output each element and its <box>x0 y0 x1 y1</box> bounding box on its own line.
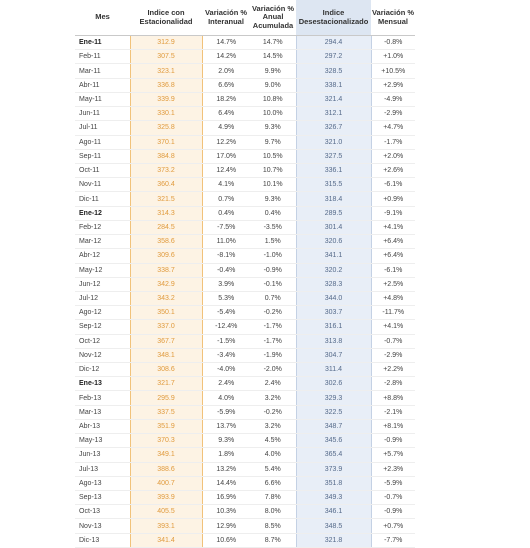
table-row <box>75 348 415 362</box>
table-row <box>75 334 415 348</box>
cell-mes: Nov-12 <box>75 348 130 362</box>
header-row <box>75 0 415 36</box>
cell-desestacionalizado: 297.2 <box>296 50 371 64</box>
cell-desestacionalizado: 351.8 <box>296 476 371 490</box>
table-row <box>75 462 415 476</box>
cell-mensual: +4.1% <box>371 320 415 334</box>
cell-mensual: -0.7% <box>371 491 415 505</box>
cell-mensual: -0.8% <box>371 36 415 50</box>
table-row <box>75 405 415 419</box>
cell-desestacionalizado: 294.4 <box>296 36 371 50</box>
cell-acumulada: -2.0% <box>250 363 296 377</box>
table-row <box>75 78 415 92</box>
cell-desestacionalizado: 289.5 <box>296 206 371 220</box>
cell-interanual: 18.2% <box>202 92 250 106</box>
cell-desestacionalizado: 320.6 <box>296 235 371 249</box>
cell-mes: Jun-11 <box>75 107 130 121</box>
cell-mensual: -2.1% <box>371 405 415 419</box>
table-body <box>75 36 415 548</box>
cell-estacionalidad: 343.2 <box>130 291 202 305</box>
cell-mes: Jun-12 <box>75 277 130 291</box>
cell-interanual: -0.4% <box>202 263 250 277</box>
table-row <box>75 121 415 135</box>
cell-interanual: 9.3% <box>202 434 250 448</box>
table-row <box>75 491 415 505</box>
table-row <box>75 277 415 291</box>
table-row <box>75 519 415 533</box>
cell-mes: Feb-13 <box>75 391 130 405</box>
cell-estacionalidad: 337.0 <box>130 320 202 334</box>
cell-mensual: +2.5% <box>371 277 415 291</box>
cell-interanual: 2.4% <box>202 377 250 391</box>
cell-desestacionalizado: 349.3 <box>296 491 371 505</box>
cell-mensual: -2.9% <box>371 348 415 362</box>
cell-estacionalidad: 350.1 <box>130 306 202 320</box>
cell-mensual: -0.9% <box>371 505 415 519</box>
cell-mes: Abr-11 <box>75 78 130 92</box>
table-row <box>75 206 415 220</box>
cell-acumulada: 10.8% <box>250 92 296 106</box>
cell-mensual: -5.9% <box>371 476 415 490</box>
cell-acumulada: 9.3% <box>250 121 296 135</box>
table-row <box>75 263 415 277</box>
cell-desestacionalizado: 373.9 <box>296 462 371 476</box>
cell-acumulada: 2.4% <box>250 377 296 391</box>
cell-estacionalidad: 367.7 <box>130 334 202 348</box>
table-row <box>75 92 415 106</box>
table-row <box>75 64 415 78</box>
cell-mes: Oct-11 <box>75 163 130 177</box>
table-row <box>75 419 415 433</box>
cell-mes: Ene-12 <box>75 206 130 220</box>
cell-desestacionalizado: 321.4 <box>296 92 371 106</box>
cell-mes: Abr-12 <box>75 249 130 263</box>
cell-mensual: +2.9% <box>371 78 415 92</box>
cell-estacionalidad: 308.6 <box>130 363 202 377</box>
header-desestacionalizado: Indice Desestacionalizado <box>296 0 371 36</box>
cell-mes: Oct-12 <box>75 334 130 348</box>
table-row <box>75 391 415 405</box>
cell-mensual: +4.7% <box>371 121 415 135</box>
cell-interanual: 17.0% <box>202 149 250 163</box>
cell-mes: Sep-12 <box>75 320 130 334</box>
cell-mes: Mar-13 <box>75 405 130 419</box>
cell-desestacionalizado: 341.1 <box>296 249 371 263</box>
cell-estacionalidad: 373.2 <box>130 163 202 177</box>
cell-mensual: -4.9% <box>371 92 415 106</box>
cell-mes: May-11 <box>75 92 130 106</box>
cell-interanual: 10.6% <box>202 533 250 547</box>
cell-mes: Ene-11 <box>75 36 130 50</box>
cell-mes: May-13 <box>75 434 130 448</box>
cell-acumulada: 9.7% <box>250 135 296 149</box>
table-row <box>75 320 415 334</box>
cell-acumulada: -1.0% <box>250 249 296 263</box>
cell-acumulada: 8.7% <box>250 533 296 547</box>
cell-mes: Oct-13 <box>75 505 130 519</box>
table-row <box>75 377 415 391</box>
table-row <box>75 192 415 206</box>
cell-interanual: 12.2% <box>202 135 250 149</box>
cell-estacionalidad: 384.8 <box>130 149 202 163</box>
header-estacionalidad: Indice con Estacionalidad <box>130 0 202 36</box>
table-row <box>75 249 415 263</box>
cell-mensual: +1.0% <box>371 50 415 64</box>
cell-mes: Jul-12 <box>75 291 130 305</box>
cell-mes: Ago-11 <box>75 135 130 149</box>
cell-acumulada: 4.5% <box>250 434 296 448</box>
cell-desestacionalizado: 318.4 <box>296 192 371 206</box>
cell-interanual: -5.9% <box>202 405 250 419</box>
cell-mensual: +10.5% <box>371 64 415 78</box>
cell-mes: Jul-13 <box>75 462 130 476</box>
cell-interanual: -5.4% <box>202 306 250 320</box>
cell-interanual: 16.9% <box>202 491 250 505</box>
cell-acumulada: -0.2% <box>250 405 296 419</box>
cell-interanual: 6.6% <box>202 78 250 92</box>
cell-desestacionalizado: 322.5 <box>296 405 371 419</box>
cell-interanual: 5.3% <box>202 291 250 305</box>
cell-estacionalidad: 339.9 <box>130 92 202 106</box>
cell-acumulada: 3.2% <box>250 419 296 433</box>
cell-interanual: -1.5% <box>202 334 250 348</box>
cell-interanual: 4.1% <box>202 178 250 192</box>
cell-desestacionalizado: 320.2 <box>296 263 371 277</box>
table-row <box>75 476 415 490</box>
cell-desestacionalizado: 311.4 <box>296 363 371 377</box>
cell-estacionalidad: 360.4 <box>130 178 202 192</box>
cell-mensual: -1.7% <box>371 135 415 149</box>
cell-mensual: +6.4% <box>371 249 415 263</box>
table-row <box>75 448 415 462</box>
cell-mes: Jul-11 <box>75 121 130 135</box>
table-row <box>75 434 415 448</box>
cell-desestacionalizado: 301.4 <box>296 220 371 234</box>
header-mes: Mes <box>75 0 130 36</box>
cell-interanual: 4.0% <box>202 391 250 405</box>
cell-mes: Dic-13 <box>75 533 130 547</box>
cell-estacionalidad: 405.5 <box>130 505 202 519</box>
index-table <box>75 0 415 548</box>
cell-acumulada: 8.0% <box>250 505 296 519</box>
cell-interanual: 0.4% <box>202 206 250 220</box>
cell-mensual: -2.8% <box>371 377 415 391</box>
cell-acumulada: 10.0% <box>250 107 296 121</box>
cell-acumulada: 9.3% <box>250 192 296 206</box>
cell-desestacionalizado: 336.1 <box>296 163 371 177</box>
cell-mes: Feb-12 <box>75 220 130 234</box>
cell-acumulada: 5.4% <box>250 462 296 476</box>
header-mensual: Variación % Mensual <box>371 0 415 36</box>
cell-acumulada: -0.2% <box>250 306 296 320</box>
cell-mensual: +4.1% <box>371 220 415 234</box>
cell-estacionalidad: 336.8 <box>130 78 202 92</box>
cell-estacionalidad: 323.1 <box>130 64 202 78</box>
cell-estacionalidad: 337.5 <box>130 405 202 419</box>
cell-interanual: 12.4% <box>202 163 250 177</box>
cell-mes: Nov-13 <box>75 519 130 533</box>
cell-mensual: -0.9% <box>371 434 415 448</box>
cell-mensual: +6.4% <box>371 235 415 249</box>
cell-interanual: -8.1% <box>202 249 250 263</box>
cell-acumulada: 1.5% <box>250 235 296 249</box>
cell-estacionalidad: 321.5 <box>130 192 202 206</box>
cell-interanual: 2.0% <box>202 64 250 78</box>
cell-mensual: -6.1% <box>371 263 415 277</box>
cell-mes: Jun-13 <box>75 448 130 462</box>
cell-interanual: 1.8% <box>202 448 250 462</box>
cell-interanual: 11.0% <box>202 235 250 249</box>
cell-estacionalidad: 348.1 <box>130 348 202 362</box>
table-row <box>75 107 415 121</box>
table-row <box>75 533 415 547</box>
cell-estacionalidad: 351.9 <box>130 419 202 433</box>
cell-mensual: +5.7% <box>371 448 415 462</box>
table-row <box>75 163 415 177</box>
cell-acumulada: 10.1% <box>250 178 296 192</box>
cell-mensual: +2.3% <box>371 462 415 476</box>
cell-desestacionalizado: 344.0 <box>296 291 371 305</box>
cell-acumulada: -0.9% <box>250 263 296 277</box>
cell-acumulada: 10.7% <box>250 163 296 177</box>
cell-mensual: +2.6% <box>371 163 415 177</box>
cell-mes: Mar-11 <box>75 64 130 78</box>
cell-mensual: -6.1% <box>371 178 415 192</box>
cell-desestacionalizado: 316.1 <box>296 320 371 334</box>
table-row <box>75 149 415 163</box>
table-row <box>75 505 415 519</box>
cell-mes: Ago-13 <box>75 476 130 490</box>
cell-desestacionalizado: 313.8 <box>296 334 371 348</box>
cell-mensual: +2.0% <box>371 149 415 163</box>
header-interanual: Variación % Interanual <box>202 0 250 36</box>
cell-desestacionalizado: 326.7 <box>296 121 371 135</box>
table-row <box>75 36 415 50</box>
cell-mes: Mar-12 <box>75 235 130 249</box>
cell-desestacionalizado: 321.0 <box>296 135 371 149</box>
cell-acumulada: -1.7% <box>250 334 296 348</box>
cell-mensual: +8.1% <box>371 419 415 433</box>
cell-desestacionalizado: 304.7 <box>296 348 371 362</box>
cell-acumulada: 10.5% <box>250 149 296 163</box>
cell-estacionalidad: 388.6 <box>130 462 202 476</box>
cell-desestacionalizado: 348.7 <box>296 419 371 433</box>
cell-mes: Ago-12 <box>75 306 130 320</box>
cell-interanual: 4.9% <box>202 121 250 135</box>
cell-interanual: -12.4% <box>202 320 250 334</box>
cell-estacionalidad: 295.9 <box>130 391 202 405</box>
cell-desestacionalizado: 345.6 <box>296 434 371 448</box>
cell-estacionalidad: 309.6 <box>130 249 202 263</box>
cell-interanual: 14.2% <box>202 50 250 64</box>
cell-estacionalidad: 370.3 <box>130 434 202 448</box>
cell-estacionalidad: 325.8 <box>130 121 202 135</box>
cell-estacionalidad: 321.7 <box>130 377 202 391</box>
cell-mensual: +4.8% <box>371 291 415 305</box>
cell-interanual: 6.4% <box>202 107 250 121</box>
cell-acumulada: 4.0% <box>250 448 296 462</box>
cell-interanual: -7.5% <box>202 220 250 234</box>
cell-estacionalidad: 358.6 <box>130 235 202 249</box>
cell-acumulada: 9.9% <box>250 64 296 78</box>
cell-estacionalidad: 284.5 <box>130 220 202 234</box>
cell-desestacionalizado: 315.5 <box>296 178 371 192</box>
cell-mensual: -0.7% <box>371 334 415 348</box>
cell-interanual: 13.2% <box>202 462 250 476</box>
cell-estacionalidad: 400.7 <box>130 476 202 490</box>
cell-mensual: -7.7% <box>371 533 415 547</box>
table-row <box>75 235 415 249</box>
table-row <box>75 363 415 377</box>
cell-acumulada: 7.8% <box>250 491 296 505</box>
cell-desestacionalizado: 348.5 <box>296 519 371 533</box>
cell-mensual: +0.7% <box>371 519 415 533</box>
cell-acumulada: 0.7% <box>250 291 296 305</box>
cell-desestacionalizado: 346.1 <box>296 505 371 519</box>
cell-interanual: 10.3% <box>202 505 250 519</box>
cell-acumulada: 6.6% <box>250 476 296 490</box>
table-row <box>75 291 415 305</box>
cell-interanual: -3.4% <box>202 348 250 362</box>
cell-mensual: +8.8% <box>371 391 415 405</box>
cell-interanual: 14.7% <box>202 36 250 50</box>
cell-mes: Abr-13 <box>75 419 130 433</box>
cell-estacionalidad: 370.1 <box>130 135 202 149</box>
cell-desestacionalizado: 365.4 <box>296 448 371 462</box>
cell-estacionalidad: 393.9 <box>130 491 202 505</box>
cell-desestacionalizado: 329.3 <box>296 391 371 405</box>
cell-mensual: +0.9% <box>371 192 415 206</box>
cell-desestacionalizado: 321.8 <box>296 533 371 547</box>
table-row <box>75 135 415 149</box>
cell-mes: Sep-13 <box>75 491 130 505</box>
cell-acumulada: -0.1% <box>250 277 296 291</box>
cell-acumulada: 0.4% <box>250 206 296 220</box>
cell-mensual: -9.1% <box>371 206 415 220</box>
cell-desestacionalizado: 328.5 <box>296 64 371 78</box>
header-acumulada: Variación % Anual Acumulada <box>250 0 296 36</box>
cell-estacionalidad: 307.5 <box>130 50 202 64</box>
cell-acumulada: 14.5% <box>250 50 296 64</box>
cell-interanual: 13.7% <box>202 419 250 433</box>
table-row <box>75 178 415 192</box>
cell-mensual: -2.9% <box>371 107 415 121</box>
cell-acumulada: 9.0% <box>250 78 296 92</box>
table-row <box>75 220 415 234</box>
cell-estacionalidad: 338.7 <box>130 263 202 277</box>
cell-desestacionalizado: 303.7 <box>296 306 371 320</box>
cell-acumulada: -3.5% <box>250 220 296 234</box>
cell-estacionalidad: 341.4 <box>130 533 202 547</box>
cell-mes: Nov-11 <box>75 178 130 192</box>
cell-interanual: 0.7% <box>202 192 250 206</box>
cell-estacionalidad: 349.1 <box>130 448 202 462</box>
cell-mes: Dic-11 <box>75 192 130 206</box>
table-row <box>75 50 415 64</box>
cell-estacionalidad: 330.1 <box>130 107 202 121</box>
cell-estacionalidad: 314.3 <box>130 206 202 220</box>
cell-mes: Sep-11 <box>75 149 130 163</box>
cell-mensual: +2.2% <box>371 363 415 377</box>
cell-desestacionalizado: 312.1 <box>296 107 371 121</box>
cell-mes: Ene-13 <box>75 377 130 391</box>
cell-estacionalidad: 393.1 <box>130 519 202 533</box>
cell-desestacionalizado: 302.6 <box>296 377 371 391</box>
table-row <box>75 306 415 320</box>
cell-desestacionalizado: 338.1 <box>296 78 371 92</box>
cell-interanual: -4.0% <box>202 363 250 377</box>
cell-estacionalidad: 312.9 <box>130 36 202 50</box>
cell-desestacionalizado: 327.5 <box>296 149 371 163</box>
data-table-container <box>75 0 415 548</box>
cell-desestacionalizado: 328.3 <box>296 277 371 291</box>
cell-acumulada: 14.7% <box>250 36 296 50</box>
cell-acumulada: -1.7% <box>250 320 296 334</box>
cell-acumulada: 8.5% <box>250 519 296 533</box>
cell-estacionalidad: 342.9 <box>130 277 202 291</box>
cell-mes: Dic-12 <box>75 363 130 377</box>
cell-acumulada: -1.9% <box>250 348 296 362</box>
cell-acumulada: 3.2% <box>250 391 296 405</box>
cell-mes: May-12 <box>75 263 130 277</box>
cell-interanual: 14.4% <box>202 476 250 490</box>
cell-mes: Feb-11 <box>75 50 130 64</box>
cell-interanual: 3.9% <box>202 277 250 291</box>
cell-mensual: -11.7% <box>371 306 415 320</box>
cell-interanual: 12.9% <box>202 519 250 533</box>
